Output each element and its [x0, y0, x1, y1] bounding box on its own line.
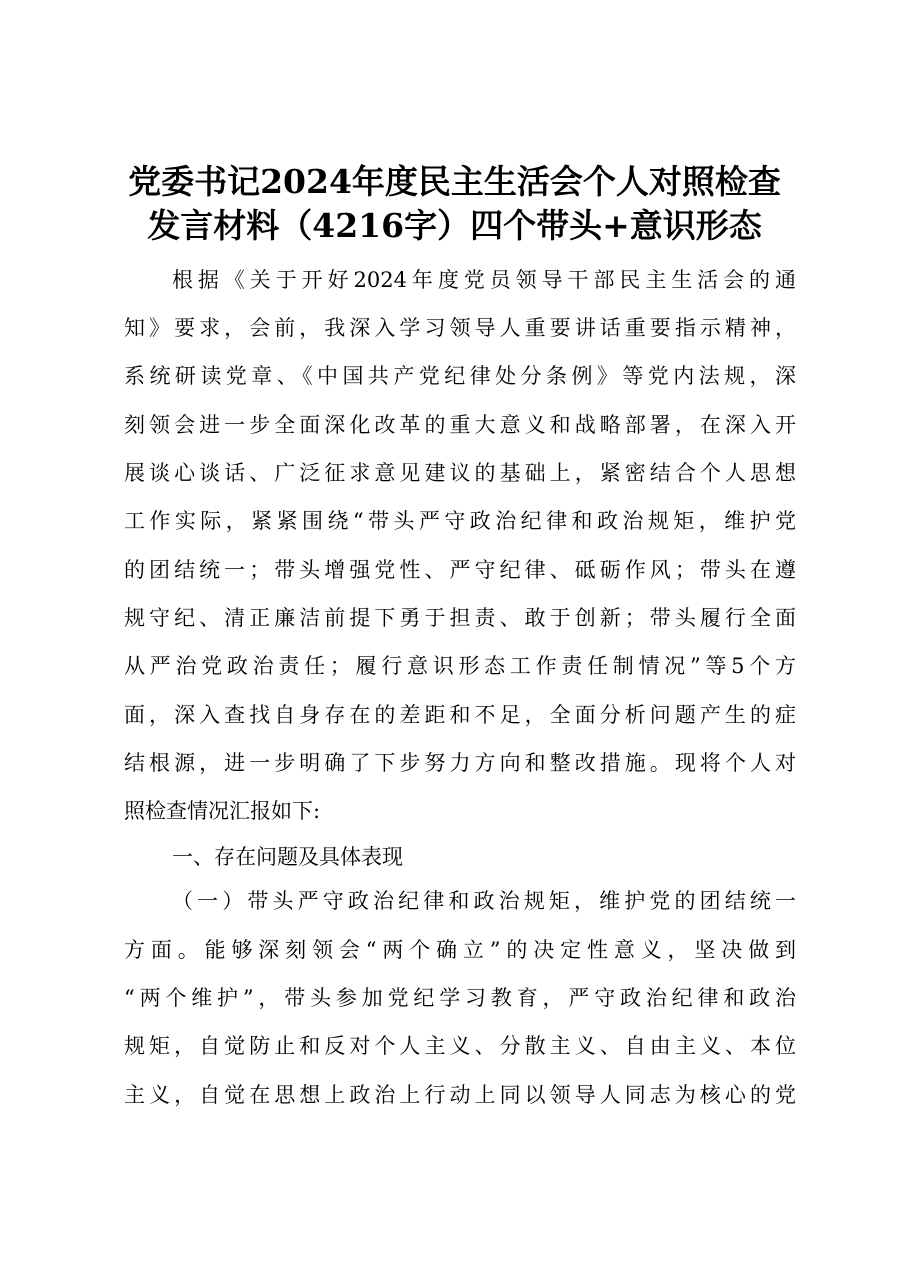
intro-line-10: 面，深入查找自身存在的差距和不足，全面分析问题产生的症 [124, 703, 796, 727]
intro-line-9: 从严治党政治责任；履行意识形态工作责任制情况”等5个方 [124, 654, 796, 678]
intro-line-3: 系统研读党章、《中国共产党纪律处分条例》等党内法规，深 [124, 364, 796, 388]
intro-line-1: 根据《关于开好2024年度党员领导干部民主生活会的通 [172, 268, 796, 292]
sub-line-4: 规矩，自觉防止和反对个人主义、分散主义、自由主义、本位 [124, 1034, 796, 1058]
section-heading: 一、存在问题及具体表现 [172, 845, 403, 869]
document-title-line-2: 发言材料（4216字）四个带头+意识形态 [147, 206, 762, 245]
document-title-line-1: 党委书记2024年度民主生活会个人对照检查 [128, 162, 781, 201]
sub-line-2: 方面。能够深刻领会“两个确立”的决定性意义，坚决做到 [124, 938, 796, 962]
sub-line-5: 主义，自觉在思想上政治上行动上同以领导人同志为核心的党 [124, 1083, 796, 1107]
intro-line-5: 展谈心谈话、广泛征求意见建议的基础上，紧密结合个人思想 [124, 461, 796, 485]
intro-line-8: 规守纪、清正廉洁前提下勇于担责、敢于创新；带头履行全面 [124, 606, 796, 630]
intro-line-12: 照检查情况汇报如下: [124, 799, 321, 823]
intro-line-7: 的团结统一；带头增强党性、严守纪律、砥砺作风；带头在遵 [124, 558, 796, 582]
intro-line-4: 刻领会进一步全面深化改革的重大意义和战略部署，在深入开 [124, 413, 796, 437]
intro-line-6: 工作实际，紧紧围绕“带头严守政治纪律和政治规矩，维护党 [124, 509, 796, 533]
sub-line-1: （一）带头严守政治纪律和政治规矩，维护党的团结统一 [172, 889, 796, 913]
sub-line-3: “两个维护”，带头参加党纪学习教育，严守政治纪律和政治 [124, 986, 796, 1010]
intro-line-11: 结根源，进一步明确了下步努力方向和整改措施。现将个人对 [124, 751, 796, 775]
intro-line-2: 知》要求，会前，我深入学习领导人重要讲话重要指示精神， [124, 316, 796, 340]
